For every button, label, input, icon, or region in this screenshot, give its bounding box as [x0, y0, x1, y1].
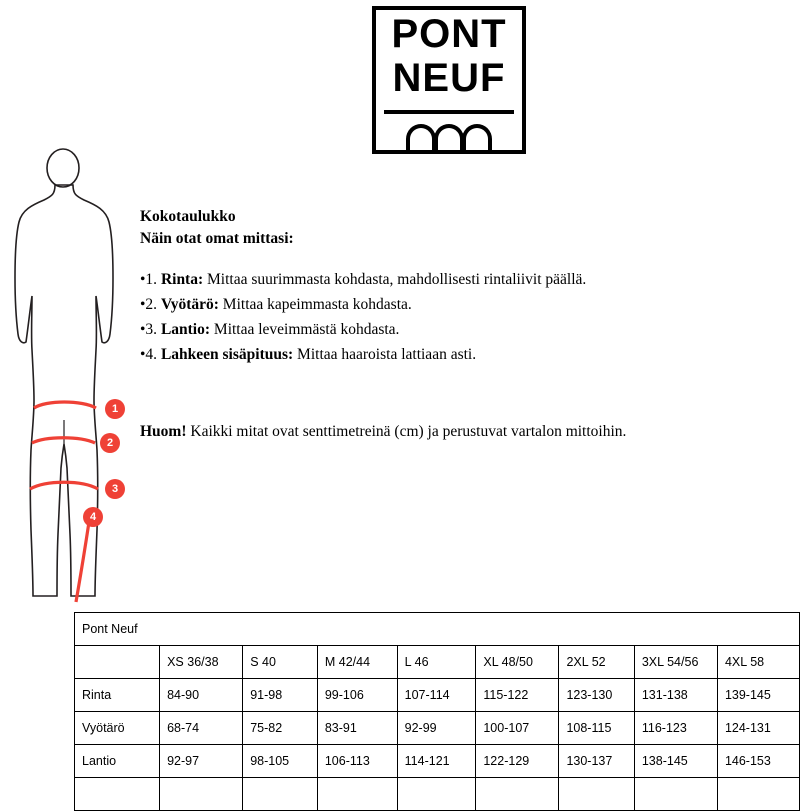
list-item	[140, 292, 770, 317]
bridge-arches-icon	[372, 110, 526, 154]
cell: 139-145	[717, 679, 799, 712]
cell: 122-129	[476, 745, 559, 778]
cell: 131-138	[634, 679, 717, 712]
list-label-2: Vyötärö:	[160, 296, 219, 314]
cell	[75, 778, 160, 811]
arch-icon	[406, 124, 436, 154]
list-text-1: Mittaa suurimmasta kohdasta, mahdollisesti rintaliivit päällä.	[203, 270, 587, 288]
table-header-row	[75, 646, 800, 679]
cell	[717, 778, 799, 811]
cell: 99-106	[317, 679, 397, 712]
cell: 92-99	[397, 712, 476, 745]
table-brand-cell: Pont Neuf	[75, 613, 800, 646]
logo-divider	[384, 110, 514, 114]
note-text	[140, 423, 770, 441]
table-row-partial	[75, 778, 800, 811]
arch-icon	[434, 124, 464, 154]
cell: 107-114	[397, 679, 476, 712]
header-cell-l: L 46	[397, 646, 476, 679]
brand-logo	[372, 6, 530, 158]
list-bullet-2: •2.	[140, 296, 158, 314]
cell: 108-115	[559, 712, 634, 745]
cell: 124-131	[717, 712, 799, 745]
logo-wordmark	[372, 14, 526, 98]
header-cell-3xl: 3XL 54/56	[634, 646, 717, 679]
note-body: Kaikki mitat ovat senttimetreinä (cm) ja perustuvat vartalon mittoihin.	[186, 423, 627, 441]
cell: 84-90	[160, 679, 243, 712]
table-brand-row	[75, 613, 800, 646]
instructions-block	[140, 206, 770, 441]
cell: 115-122	[476, 679, 559, 712]
cell	[243, 778, 318, 811]
table-row	[75, 679, 800, 712]
cell	[559, 778, 634, 811]
header-cell-empty	[75, 646, 160, 679]
header-cell-xl: XL 48/50	[476, 646, 559, 679]
cell	[476, 778, 559, 811]
row-label-vyotaro: Vyötärö	[75, 712, 160, 745]
size-chart-table	[74, 612, 800, 811]
arch-icon	[462, 124, 492, 154]
cell: 75-82	[243, 712, 318, 745]
list-item	[140, 267, 770, 292]
cell: 123-130	[559, 679, 634, 712]
body-measurement-diagram	[8, 138, 132, 606]
size-table-wrapper	[74, 612, 800, 811]
measure-marker-2: 2	[100, 433, 120, 453]
list-label-3: Lantio:	[160, 321, 211, 339]
list-text-3: Mittaa leveimmästä kohdasta.	[210, 321, 400, 339]
list-text-2: Mittaa kapeimmasta kohdasta.	[218, 296, 412, 314]
header-cell-2xl: 2XL 52	[559, 646, 634, 679]
header-cell-xs: XS 36/38	[160, 646, 243, 679]
logo-line-1: PONT	[391, 12, 507, 56]
table-row	[75, 712, 800, 745]
header-cell-s: S 40	[243, 646, 318, 679]
list-label-4: Lahkeen sisäpituus:	[160, 346, 294, 364]
cell: 98-105	[243, 745, 318, 778]
row-label-rinta: Rinta	[75, 679, 160, 712]
cell: 68-74	[160, 712, 243, 745]
cell: 106-113	[317, 745, 397, 778]
measure-marker-4: 4	[83, 507, 103, 527]
list-text-4: Mittaa haaroista lattiaan asti.	[293, 346, 477, 364]
header-cell-m: M 42/44	[317, 646, 397, 679]
page-subtitle: Näin otat omat mittasi:	[140, 230, 294, 248]
header-cell-4xl: 4XL 58	[717, 646, 799, 679]
cell: 114-121	[397, 745, 476, 778]
measure-marker-3: 3	[105, 479, 125, 499]
logo-line-2: NEUF	[392, 56, 506, 100]
list-item	[140, 342, 770, 367]
cell: 83-91	[317, 712, 397, 745]
cell: 116-123	[634, 712, 717, 745]
cell: 138-145	[634, 745, 717, 778]
cell: 130-137	[559, 745, 634, 778]
cell: 146-153	[717, 745, 799, 778]
cell	[634, 778, 717, 811]
note-label: Huom!	[140, 423, 187, 441]
list-bullet-4: •4.	[140, 346, 158, 364]
cell: 92-97	[160, 745, 243, 778]
list-label-1: Rinta:	[160, 270, 204, 288]
body-outline	[8, 138, 132, 606]
cell: 91-98	[243, 679, 318, 712]
cell	[160, 778, 243, 811]
cell	[397, 778, 476, 811]
row-label-lantio: Lantio	[75, 745, 160, 778]
measure-marker-1: 1	[105, 399, 125, 419]
page-title: Kokotaulukko	[140, 208, 236, 225]
list-bullet-3: •3.	[140, 321, 158, 339]
cell: 100-107	[476, 712, 559, 745]
list-bullet-1: •1.	[140, 270, 158, 288]
instruction-list	[140, 267, 770, 367]
table-row	[75, 745, 800, 778]
list-item	[140, 317, 770, 342]
cell	[317, 778, 397, 811]
